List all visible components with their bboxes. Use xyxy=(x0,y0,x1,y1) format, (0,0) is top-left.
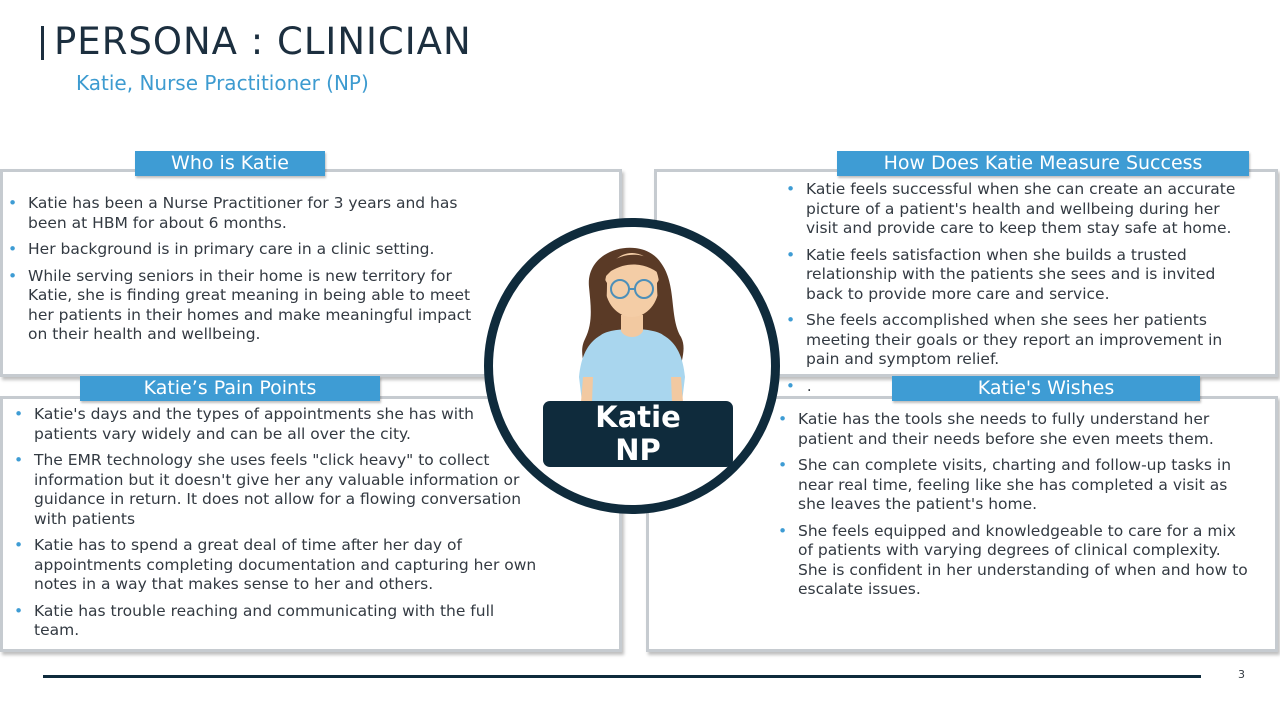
who-is-katie-list xyxy=(8,194,490,352)
wishes-header: Katie's Wishes xyxy=(892,376,1200,401)
list-item: • She feels equipped and knowledgeable to care for a mix of patients with varying degrees of clinical complexity. She is confident in her understanding of when and how to escalate issues. xyxy=(778,522,1250,600)
list-item: • Katie feels successful when she can create an accurate picture of a patient's health and wellbeing during her visit and provide care to keep them stay safe at home. xyxy=(786,180,1252,239)
list-item: • She can complete visits, charting and follow-up tasks in near real time, feeling like she has completed a visit as she leaves the patient's home. xyxy=(778,456,1250,515)
persona-name-badge xyxy=(543,401,733,467)
persona-avatar xyxy=(484,218,780,514)
list-item: • Katie has to spend a great deal of time after her day of appointments completing documentation and capturing her own notes in a way that makes sense to her and others. xyxy=(14,536,540,595)
stray-bullet: • . xyxy=(786,377,812,395)
list-item: • She feels accomplished when she sees her patients meeting their goals or they report an improvement in pain and symptom relief. xyxy=(786,311,1252,370)
list-item: • Katie has been a Nurse Practitioner for 3 years and has been at HBM for about 6 months. xyxy=(8,194,490,233)
measure-success-list xyxy=(786,180,1252,377)
persona-role: NP xyxy=(615,433,661,467)
who-is-katie-header: Who is Katie xyxy=(135,151,325,176)
list-item: • Her background is in primary care in a clinic setting. xyxy=(8,240,490,260)
pain-points-list xyxy=(14,405,540,648)
persona-name: Katie xyxy=(595,400,681,434)
page-title: PERSONA : CLINICIAN xyxy=(54,20,472,63)
page-number: 3 xyxy=(1238,668,1245,681)
pain-points-header: Katie’s Pain Points xyxy=(80,376,380,401)
list-item: • Katie feels satisfaction when she builds a trusted relationship with the patients she sees and is invited back to provide more care and service. xyxy=(786,246,1252,305)
footer-divider xyxy=(43,675,1201,678)
measure-success-header: How Does Katie Measure Success xyxy=(837,151,1249,176)
page-subtitle: Katie, Nurse Practitioner (NP) xyxy=(76,71,369,95)
list-item: • While serving seniors in their home is new territory for Katie, she is finding great meaning in being able to meet her patients in their homes and make meaningful impact on their health and wellbeing. xyxy=(8,267,490,345)
wishes-list xyxy=(778,410,1250,607)
list-item: • Katie's days and the types of appointments she has with patients vary widely and can be all over the city. xyxy=(14,405,540,444)
title-accent-bar xyxy=(41,26,44,60)
list-item: • Katie has the tools she needs to fully understand her patient and their needs before she even meets them. xyxy=(778,410,1250,449)
list-item: • The EMR technology she uses feels "click heavy" to collect information but it doesn't give her any valuable information or guidance in return. It does not allow for a flowing conversation with patients xyxy=(14,451,540,529)
list-item: • Katie has trouble reaching and communicating with the full team. xyxy=(14,602,540,641)
